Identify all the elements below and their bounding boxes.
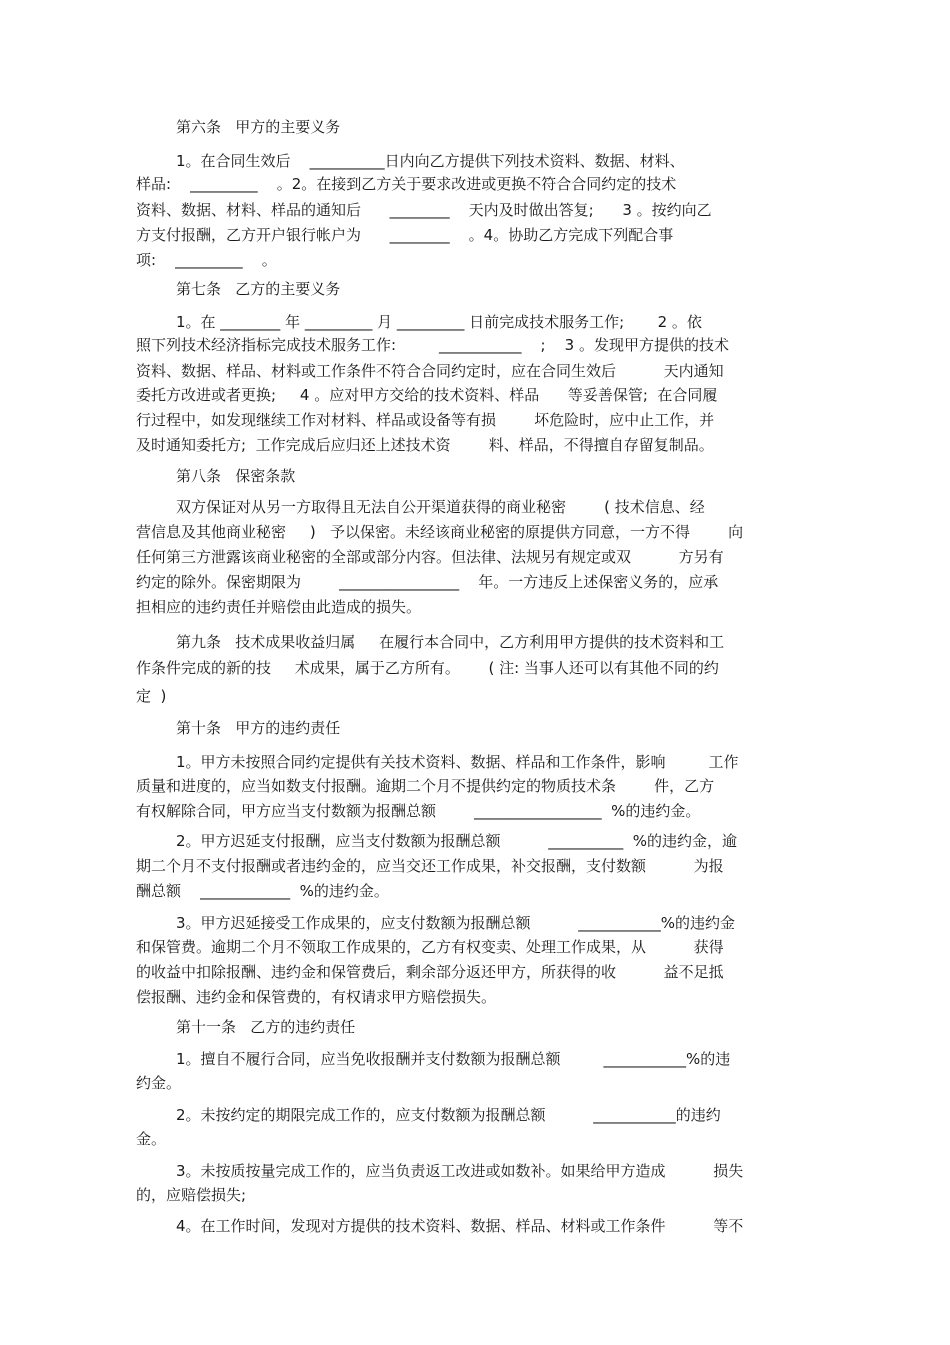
paragraph-line: 行过程中，如发现继续工作对材料、样品或设备等有损 坏危险时，应中止工作，并: [136, 411, 715, 429]
paragraph-line: 作条件完成的新的技 术成果，属于乙方所有。 ( 注: 当事人还可以有其他不同的约: [136, 659, 719, 677]
article-7-heading: 第七条 乙方的主要义务: [176, 280, 341, 298]
paragraph-line: 方支付报酬，乙方开户银行帐户为 ________ 。4。协助乙方完成下列配合事: [136, 226, 674, 244]
paragraph-line: 3。未按质按量完成工作的，应当负责返工改进或如数补。如果给甲方造成 损失: [176, 1162, 744, 1180]
paragraph-line: 定 ): [136, 687, 167, 705]
paragraph-line: 偿报酬、违约金和保管费的，有权请求甲方赔偿损失。: [136, 988, 497, 1006]
article-6-heading: 第六条 甲方的主要义务: [176, 118, 341, 136]
paragraph-line: 1。在合同生效后 __________日内向乙方提供下列技术资料、数据、材料、: [176, 152, 685, 170]
paragraph-line: 2。甲方迟延支付报酬，应当支付数额为报酬总额 __________ %的违约金，逾: [176, 832, 738, 850]
paragraph-line: 质量和进度的，应当如数支付报酬。逾期二个月不提供约定的物质技术条 件，乙方: [136, 777, 715, 795]
paragraph-line: 双方保证对从另一方取得且无法自公开渠道获得的商业秘密 ( 技术信息、经: [176, 498, 705, 516]
paragraph-line: 期二个月不支付报酬或者违约金的，应当交还工作成果，补交报酬，支付数额 为报: [136, 857, 724, 875]
paragraph-line: 委托方改进或者更换; 4 。应对甲方交给的技术资料、样品 等妥善保管; 在合同履: [136, 386, 718, 404]
paragraph-line: 酬总额 ____________ %的违约金。: [136, 882, 389, 900]
article-11-heading: 第十一条 乙方的违约责任: [176, 1018, 356, 1036]
paragraph-line: 1。擅自不履行合同，应当免收报酬并支付数额为报酬总额 ___________%的违: [176, 1050, 731, 1068]
article-10-heading: 第十条 甲方的违约责任: [176, 719, 341, 737]
paragraph-line: 照下列技术经济指标完成技术服务工作: ___________ ; 3 。发现甲方提供的技术: [136, 336, 729, 354]
paragraph-line: 4。在工作时间，发现对方提供的技术资料、数据、样品、材料或工作条件 等不: [176, 1217, 744, 1235]
article-9-line: 第九条 技术成果收益归属 在履行本合同中，乙方利用甲方提供的技术资料和工: [176, 633, 725, 651]
article-8-heading: 第八条 保密条款: [176, 467, 296, 485]
paragraph-line: 的收益中扣除报酬、违约金和保管费后，剩余部分返还甲方，所获得的收 益不足抵: [136, 963, 724, 981]
paragraph-line: 1。在 ________ 年 _________ 月 _________ 日前完成技术服务工作; 2 。依: [176, 313, 702, 331]
paragraph-line: 金。: [136, 1130, 167, 1148]
paragraph-line: 1。甲方未按照合同约定提供有关技术资料、数据、样品和工作条件，影响 工作: [176, 753, 739, 771]
paragraph-line: 3。甲方迟延接受工作成果的，应支付数额为报酬总额 ___________%的违约金: [176, 914, 735, 932]
paragraph-line: 2。未按约定的期限完成工作的，应支付数额为报酬总额 ___________的违约: [176, 1106, 721, 1124]
paragraph-line: 资料、数据、材料、样品的通知后 ________ 天内及时做出答复; 3 。按约向乙: [136, 201, 712, 219]
paragraph-line: 任何第三方泄露该商业秘密的全部或部分内容。但法律、法规另有规定或双 方另有: [136, 548, 724, 566]
paragraph-line: 担相应的违约责任并赔偿由此造成的损失。: [136, 598, 422, 616]
paragraph-line: 营信息及其他商业秘密 ) 予以保密。未经该商业秘密的原提供方同意，一方不得 向: [136, 523, 744, 541]
paragraph-line: 样品: _________ 。2。在接到乙方关于要求改进或更换不符合合同约定的技术: [136, 175, 677, 193]
paragraph-line: 有权解除合同，甲方应当支付数额为报酬总额 _________________ %的违约金。: [136, 802, 701, 820]
paragraph-line: 的，应赔偿损失;: [136, 1186, 247, 1204]
paragraph-line: 资料、数据、样品、材料或工作条件不符合合同约定时，应在合同生效后 天内通知: [136, 362, 724, 380]
paragraph-line: 约金。: [136, 1074, 182, 1092]
paragraph-line: 项: _________ 。: [136, 251, 277, 269]
paragraph-line: 约定的除外。保密期限为 ________________ 年。一方违反上述保密义务的，应承: [136, 573, 719, 591]
paragraph-line: 和保管费。逾期二个月不领取工作成果的，乙方有权变卖、处理工作成果，从 获得: [136, 938, 724, 956]
paragraph-line: 及时通知委托方; 工作完成后应归还上述技术资 料、样品，不得擅自存留复制品。: [136, 436, 714, 454]
